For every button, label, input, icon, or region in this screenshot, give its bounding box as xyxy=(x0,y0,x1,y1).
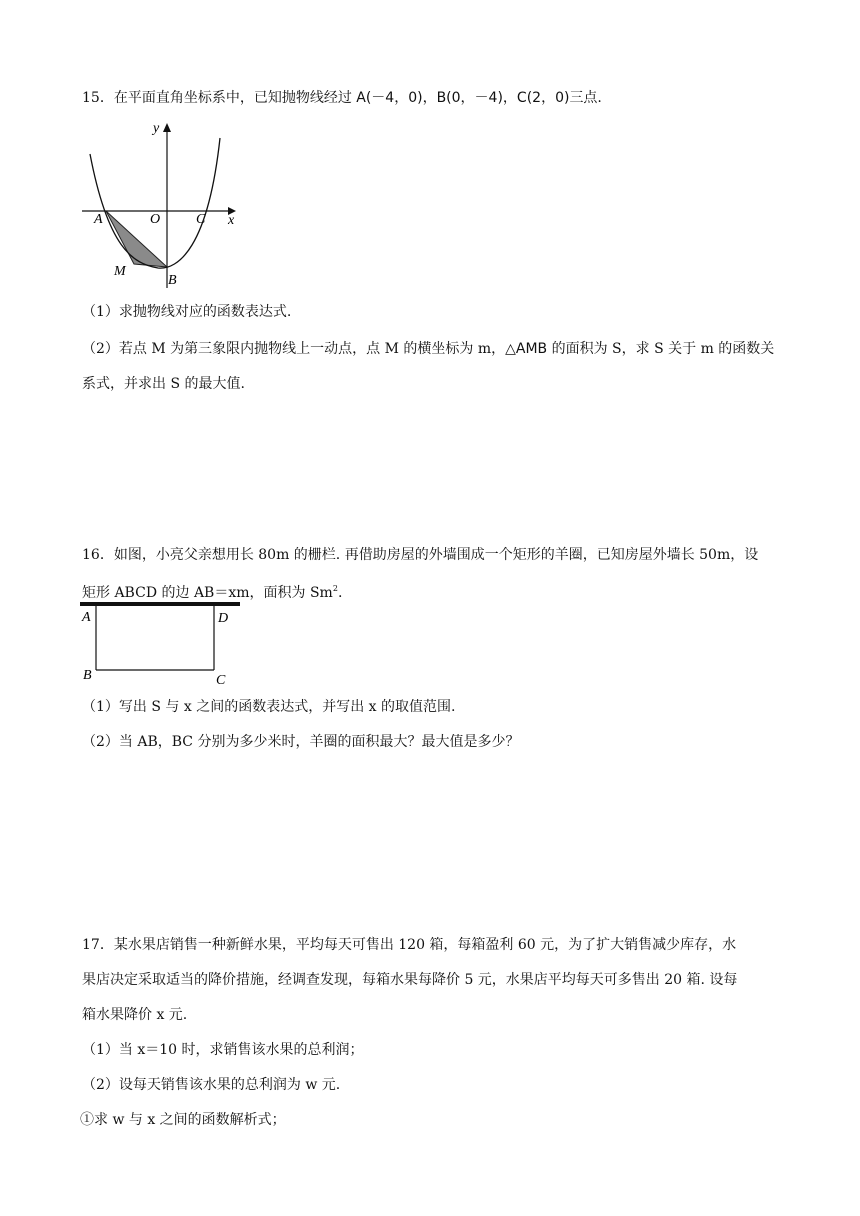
q16-part1: （1）写出 S 与 x 之间的函数表达式，并写出 x 的取值范围. xyxy=(82,699,456,715)
q15-label-m: M xyxy=(114,264,126,279)
q15-label-b: B xyxy=(168,273,177,288)
q15-label-o: O xyxy=(150,212,161,227)
q16-line2-b: . xyxy=(337,585,343,601)
q15-part2-line1-triangle: △AMB xyxy=(505,341,548,357)
q15-label-y: y xyxy=(153,121,160,136)
q15-label-c: C xyxy=(196,212,206,227)
q17-line1: 17．某水果店销售一种新鲜水果，平均每天可售出 120 箱，每箱盈利 60 元，为了扩大销售减少库存，水 xyxy=(82,937,737,953)
q17-part2: （2）设每天销售该水果的总利润为 w 元. xyxy=(82,1077,341,1093)
q15-label-a: A xyxy=(94,212,103,227)
q15-part2-line1-c: 的面积为 S，求 S 关于 m 的函数关 xyxy=(547,341,775,357)
q16-line2-a: 矩形 ABCD 的边 AB＝xm，面积为 Sm xyxy=(82,585,333,601)
q15-part1: （1）求抛物线对应的函数表达式. xyxy=(82,304,292,320)
q16-rectangle-figure xyxy=(80,598,244,692)
q16-label-a: A xyxy=(82,610,91,625)
q17-line3: 箱水果降价 x 元. xyxy=(82,1007,188,1023)
q17-line2: 果店决定采取适当的降价措施，经调查发现，每箱水果每降价 5 元，水果店平均每天可多售出 20 箱. 设每 xyxy=(82,972,738,988)
q16-part2: （2）当 AB，BC 分别为多少米时，羊圈的面积最大？最大值是多少？ xyxy=(82,734,520,750)
q17-part2-sub1: ①求 w 与 x 之间的函数解析式； xyxy=(80,1112,286,1128)
q15-stem xyxy=(82,88,602,108)
q16-line1: 16．如图，小亮父亲想用长 80m 的栅栏. 再借助房屋的外墙围成一个矩形的羊圈，已知房屋外墙长 50m，设 xyxy=(82,547,759,563)
q15-stem-suffix: 三点. xyxy=(569,90,602,106)
q15-y-arrow xyxy=(163,123,171,132)
q16-line2-sup: 2 xyxy=(332,584,338,593)
q15-parabola-curve xyxy=(90,138,220,268)
q15-label-x: x xyxy=(228,213,235,228)
q16-label-b: B xyxy=(83,668,92,683)
q17-part1: （1）当 x＝10 时，求销售该水果的总利润； xyxy=(82,1042,364,1058)
q16-label-d: D xyxy=(218,611,229,626)
q15-stem-prefix: 15．在平面直角坐标系中，已知抛物线经过 xyxy=(82,90,357,106)
q15-part2-line1 xyxy=(82,339,774,359)
q15-part2-line2: 系式，并求出 S 的最大值. xyxy=(82,376,245,392)
q15-part2-line1-a: （2）若点 M 为第三象限内抛物线上一动点，点 M 的横坐标为 m， xyxy=(82,341,506,357)
q16-label-c: C xyxy=(216,673,226,688)
q15-stem-points: A(－4，0)，B(0，－4)，C(2，0) xyxy=(356,90,570,106)
q15-parabola-figure xyxy=(78,118,250,298)
